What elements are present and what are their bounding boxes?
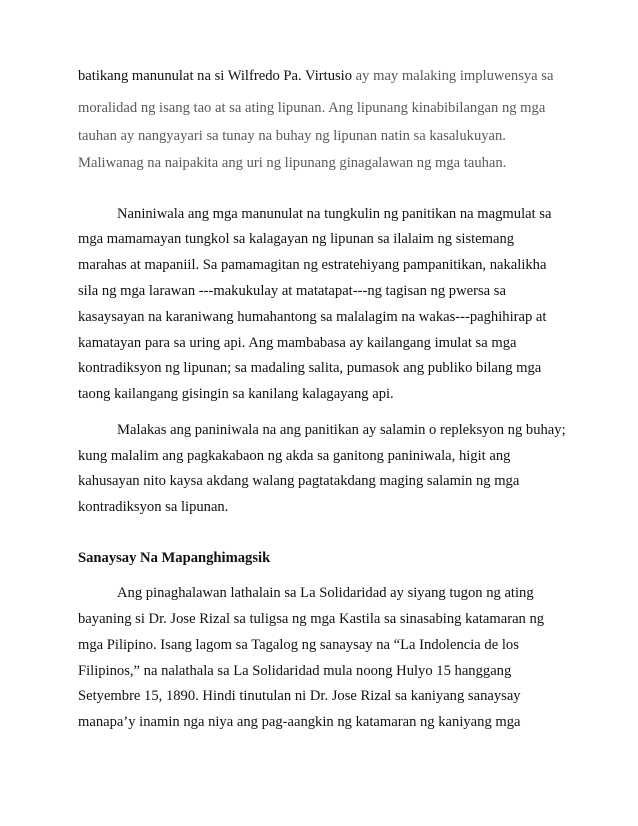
paragraph-4-line-4: Filipinos,” na nalathala sa La Solidaridad mula noong Hulyo 15 hanggang [78, 663, 512, 679]
paragraph-1-line-2: moralidad ng isang tao at sa ating lipunan. Ang lipunang kinabibilangan ng mga [78, 100, 546, 116]
paragraph-4-line-3: mga Pilipino. Isang lagom sa Tagalog ng sanaysay na “La Indolencia de los [78, 637, 519, 653]
section-heading: Sanaysay Na Mapanghimagsik [78, 550, 271, 566]
paragraph-4-line-6: manapa’y inamin nga niya ang pag-aangkin ng katamaran ng kaniyang mga [78, 714, 521, 730]
paragraph-1-line-1-part-a: batikang manunulat na si Wilfredo Pa. Virtusio [78, 68, 353, 84]
paragraph-2-line-6: kamatayan para sa uring api. Ang mambabasa ay kailangang imulat sa mga [78, 335, 517, 351]
paragraph-3-line-4: kontradiksyon sa lipunan. [78, 499, 229, 515]
paragraph-4-line-2: bayaning si Dr. Jose Rizal sa tuligsa ng mga Kastila sa sinasabing katamaran ng [78, 611, 545, 627]
paragraph-1 [78, 66, 553, 86]
paragraph-4-line-1: Ang pinaghalawan lathalain sa La Solidaridad ay siyang tugon ng ating [117, 585, 534, 601]
paragraph-1-line-1-part-b: ay may malaking impluwensya sa [352, 68, 554, 84]
paragraph-1-line-1 [78, 66, 553, 86]
paragraph-2-line-2: mga mamamayan tungkol sa kalagayan ng lipunan sa ilalaim ng sistemang [78, 231, 515, 247]
paragraph-2-line-5: kasaysayan na karaniwang humahantong sa malalagim na wakas---paghihirap at [78, 309, 547, 325]
paragraph-2-line-3: marahas at mapaniil. Sa pamamagitan ng estratehiyang pampanitikan, nakalikha [78, 257, 547, 273]
paragraph-2-line-4: sila ng mga larawan ---makukulay at matatapat---ng tagisan ng pwersa sa [78, 283, 506, 299]
paragraph-3-line-1: Malakas ang paniniwala na ang panitikan ay salamin o repleksyon ng buhay; [117, 422, 566, 438]
paragraph-2-line-8: taong kailangang gisingin sa kanilang kalagayang api. [78, 386, 394, 402]
paragraph-2-line-1: Naniniwala ang mga manunulat na tungkulin ng panitikan na magmulat sa [117, 206, 552, 222]
paragraph-1-line-4: Maliwanag na naipakita ang uri ng lipunang ginagalawan ng mga tauhan. [78, 155, 507, 171]
paragraph-3-line-2: kung malalim ang pagkakabaon ng akda sa ganitong paniniwala, higit ang [78, 448, 511, 464]
paragraph-4-line-5: Setyembre 15, 1890. Hindi tinutulan ni Dr. Jose Rizal sa kaniyang sanaysay [78, 688, 521, 704]
paragraph-1-line-3: tauhan ay nangyayari sa tunay na buhay ng lipunan natin sa kasalukuyan. [78, 128, 506, 144]
paragraph-2-line-7: kontradiksyon ng lipunan; sa madaling salita, pumasok ang publiko bilang mga [78, 360, 542, 376]
paragraph-3-line-3: kahusayan nito kaysa akdang walang pagtatakdang maging salamin ng mga [78, 473, 520, 489]
